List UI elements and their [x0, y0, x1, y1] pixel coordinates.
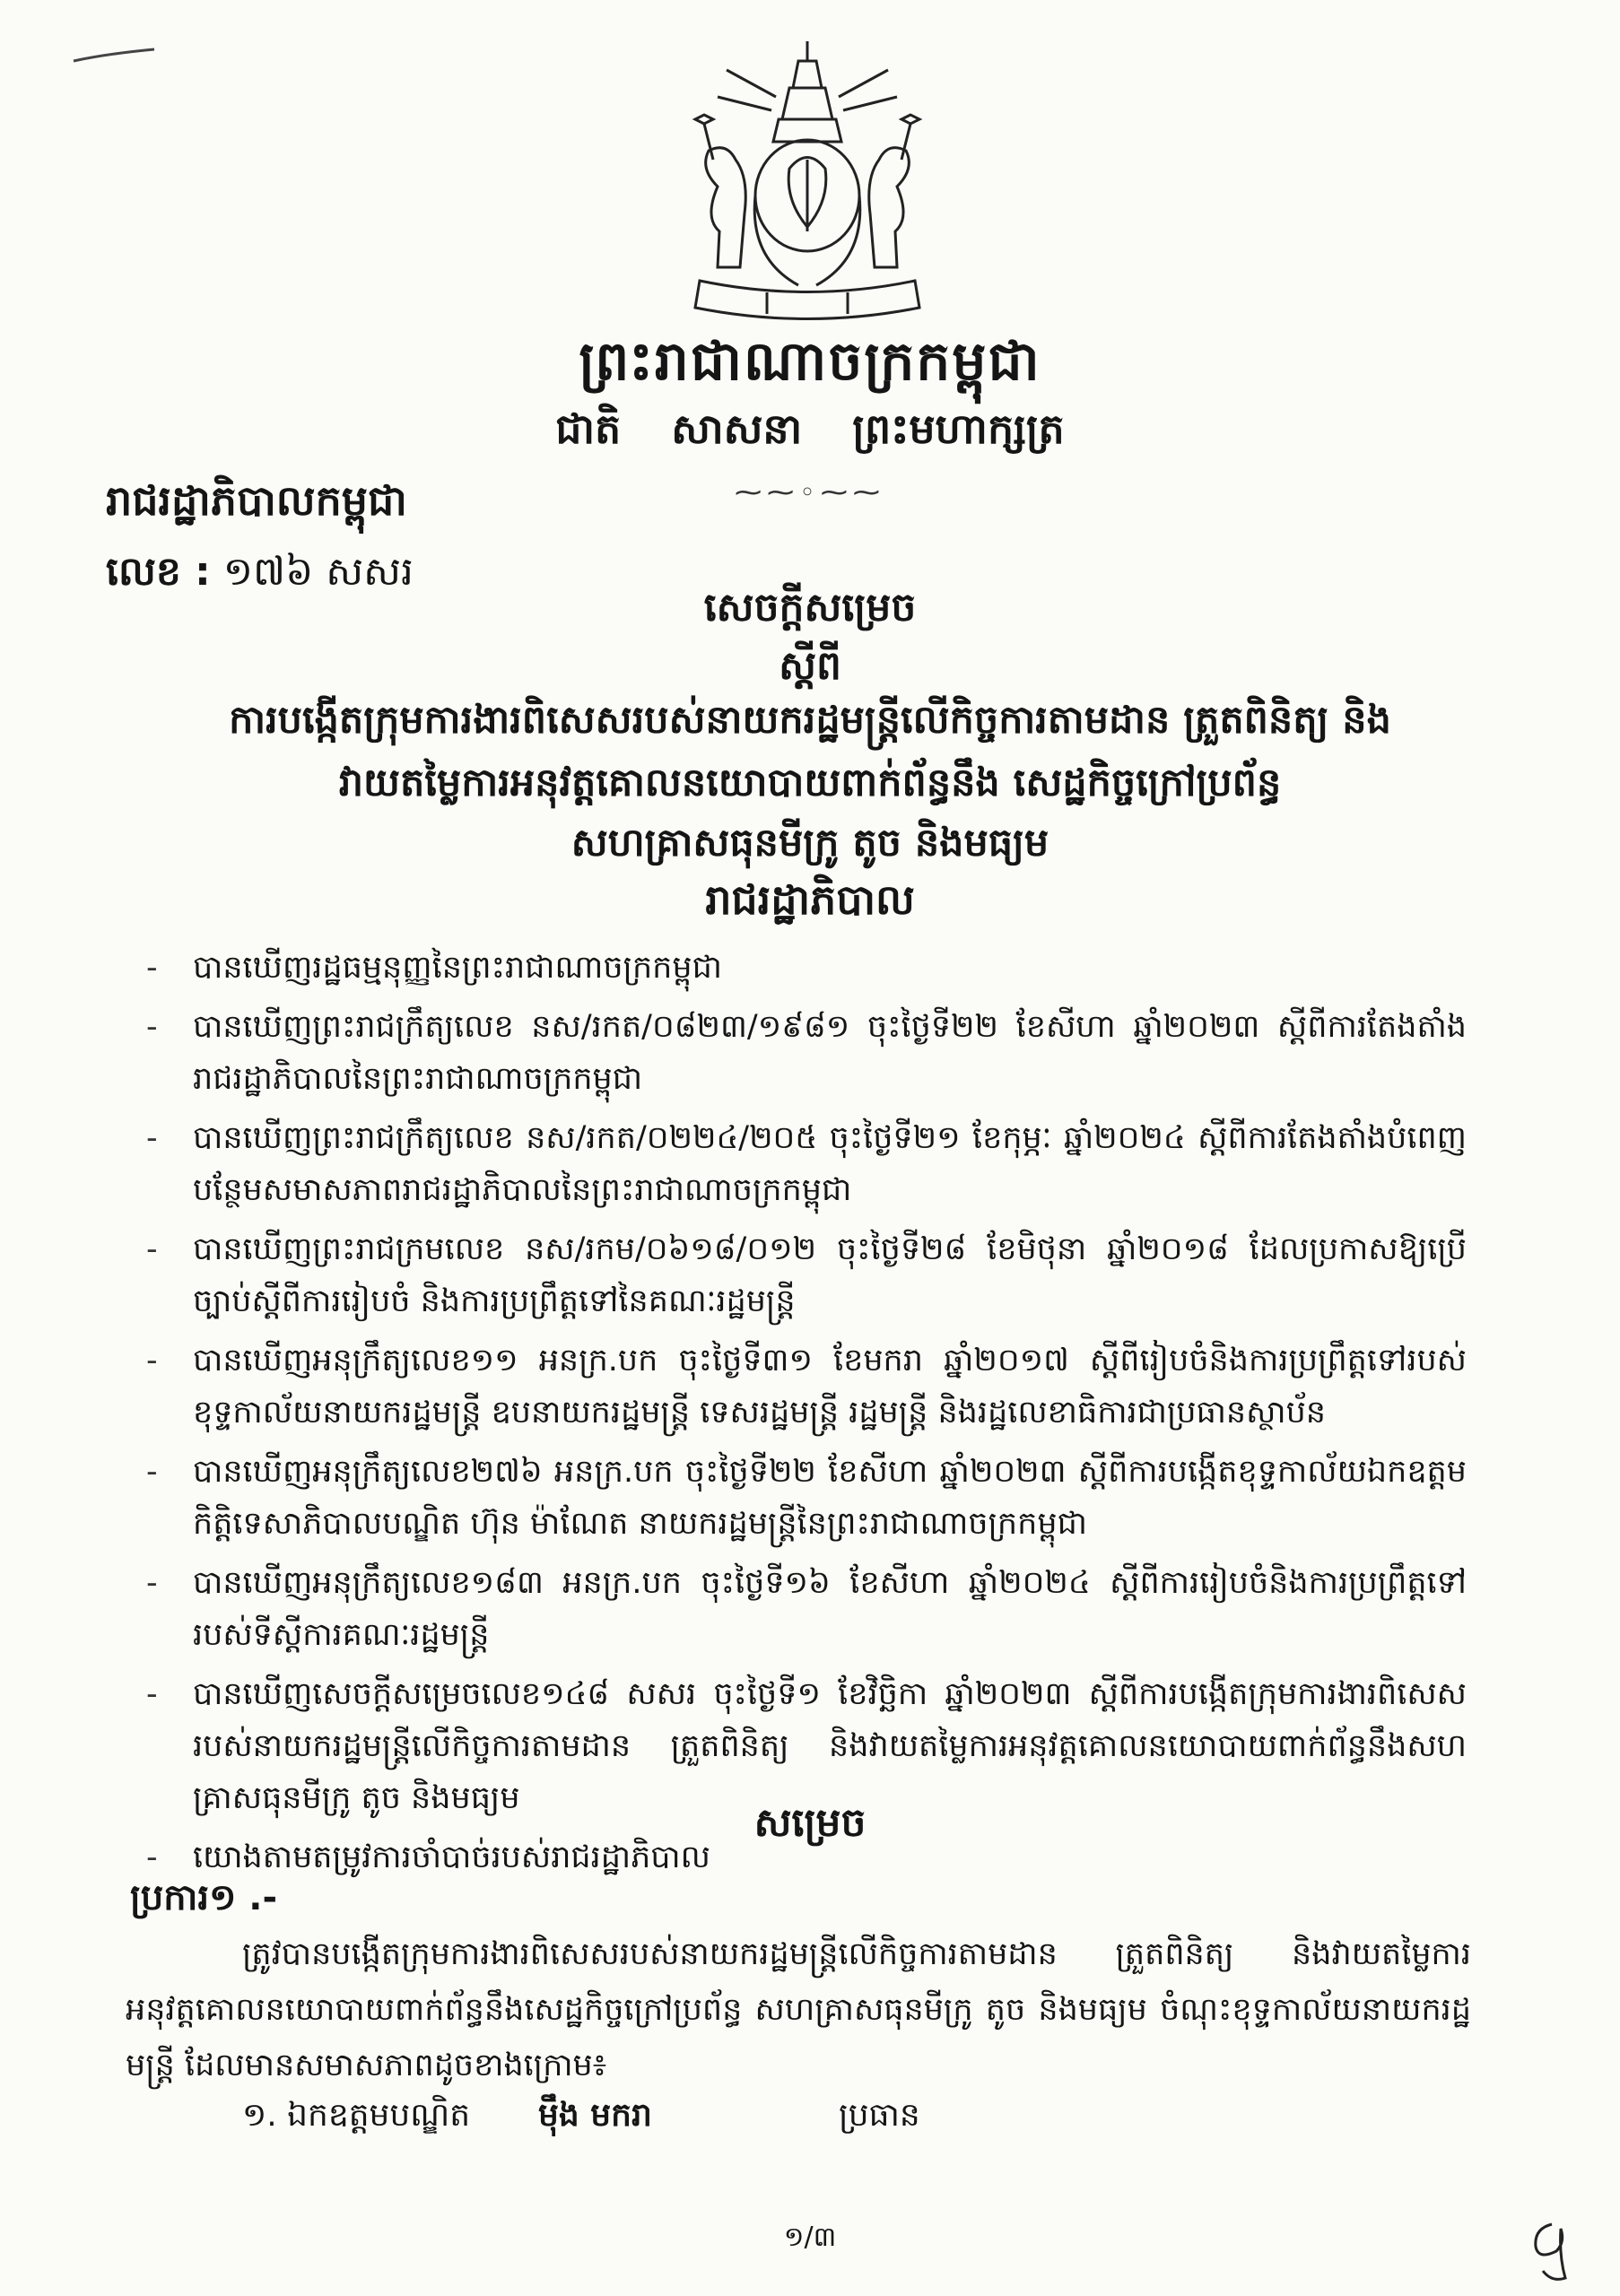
basis-item: - បានឃើញព្រះរាជក្រឹត្យលេខ នស/រកត/០២២៤/២០៥ ចុះថ្ងៃទី២១ ខែកុម្ភៈ ឆ្នាំ២០២៤ ស្តីពីការតែងតាំងបំពេញបន្ថែមសមាសភាពរាជរដ្ឋាភិបាលនៃព្រះរាជាណាចក្រកម្ពុជា: [193, 1112, 1467, 1216]
title-subject-line-1: ការបង្កើតក្រុមការងារពិសេសរបស់នាយករដ្ឋមន្ត្រីលើកិច្ចការតាមដាន ត្រួតពិនិត្យ និង: [229, 698, 1391, 743]
reference-label: លេខ :: [106, 549, 211, 595]
basis-item: - បានឃើញសេចក្តីសម្រេចលេខ១៤៨ សសរ ចុះថ្ងៃទី១ ខែវិច្ឆិកា ឆ្នាំ២០២៣ ស្តីពីការបង្កើតក្រុមការងារពិសេសរបស់នាយករដ្ឋមន្ត្រីលើកិច្ចការតាមដាន ត្រួតពិនិត្យ និងវាយតម្លៃការអនុវត្តគោលនយោបាយពាក់ព័ន្ធនឹងសហគ្រាសធុនមីក្រូ តូច និងមធ្យម: [193, 1668, 1467, 1824]
title-subject-line-2: វាយតម្លៃការអនុវត្តគោលនយោបាយពាក់ព័ន្ធនឹង សេដ្ឋកិច្ចក្រៅប្រព័ន្ធ: [338, 761, 1282, 805]
member-row: [242, 2094, 920, 2142]
kingdom-heading: ព្រះរាជាណាចក្រកម្ពុជា: [579, 330, 1041, 393]
legal-basis-list: [193, 942, 1467, 1891]
document-title: សេចក្តីសម្រេច: [703, 585, 917, 631]
article-1-heading: ប្រការ១ .-: [130, 1877, 278, 1918]
member-title: ១. ឯកឧត្តមបណ្ឌិត: [242, 2097, 471, 2134]
pen-mark: [72, 47, 157, 65]
basis-item: - បានឃើញព្រះរាជក្រឹត្យលេខ នស/រកត/០៨២៣/១៩៨១ ចុះថ្ងៃទី២២ ខែសីហា ឆ្នាំ២០២៣ ស្តីពីការតែងតាំងរាជរដ្ឋាភិបាលនៃព្រះរាជាណាចក្រកម្ពុជា: [193, 1001, 1467, 1105]
basis-item: - បានឃើញអនុក្រឹត្យលេខ១៨៣ អនក្រ.បក ចុះថ្ងៃទី១៦ ខែសីហា ឆ្នាំ២០២៤ ស្តីពីការរៀបចំនិងការប្រព្រឹត្តទៅរបស់ទីស្តីការគណៈរដ្ឋមន្ត្រី: [193, 1557, 1467, 1661]
decision-heading: សម្រេច: [753, 1800, 867, 1846]
handwritten-initial: [1516, 2215, 1588, 2287]
government-heading: រាជរដ្ឋាភិបាល: [705, 875, 915, 924]
issuer-name: រាជរដ្ឋាភិបាលកម្ពុជា: [106, 476, 407, 525]
royal-coat-of-arms-emblem: [664, 34, 951, 330]
page-number: ១/៣: [783, 2222, 837, 2253]
basis-item: - បានឃើញរដ្ឋធម្មនុញ្ញនៃព្រះរាជាណាចក្រកម្ពុជា: [193, 942, 1467, 994]
member-role: ប្រធាន: [839, 2097, 920, 2134]
basis-item: - បានឃើញអនុក្រឹត្យលេខ២៧៦ អនក្រ.បក ចុះថ្ងៃទី២២ ខែសីហា ឆ្នាំ២០២៣ ស្តីពីការបង្កើតខុទ្ទកាល័យឯកឧត្តមកិត្តិទេសាភិបាលបណ្ឌិត ហ៊ុន ម៉ាណែត នាយករដ្ឋមន្ត្រីនៃព្រះរាជាណាចក្រកម្ពុជា: [193, 1446, 1467, 1550]
member-name: ម៉ឹង មករា: [538, 2097, 652, 2134]
national-motto: ជាតិ សាសនា ព្រះមហាក្សត្រ: [555, 404, 1065, 453]
article-1-body: ត្រូវបានបង្កើតក្រុមការងារពិសេសរបស់នាយករដ្ឋមន្ត្រីលើកិច្ចការតាមដាន ត្រួតពិនិត្យ និងវាយតម្លៃការអនុវត្តគោលនយោបាយពាក់ព័ន្ធនឹងសេដ្ឋកិច្ចក្រៅប្រព័ន្ធ សហគ្រាសធុនមីក្រូ តូច និងមធ្យម ចំណុះខុទ្ទកាល័យនាយករដ្ឋមន្ត្រី ដែលមានសមាសភាពដូចខាងក្រោម៖: [126, 1936, 1471, 2083]
title-subject-line-3: សហគ្រាសធុនមីក្រូ តូច និងមធ្យម: [570, 821, 1050, 865]
title-concerning: ស្តីពី: [779, 643, 841, 689]
basis-item: - យោងតាមតម្រូវការចាំបាច់របស់រាជរដ្ឋាភិបាល: [193, 1831, 1467, 1883]
ornament-divider: ⁓⁓◦⁓⁓: [735, 477, 885, 509]
basis-item: - បានឃើញព្រះរាជក្រមលេខ នស/រកម/០៦១៨/០១២ ចុះថ្ងៃទី២៨ ខែមិថុនា ឆ្នាំ២០១៨ ដែលប្រកាសឱ្យប្រើច្បាប់ស្តីពីការរៀបចំ និងការប្រព្រឹត្តទៅនៃគណៈរដ្ឋមន្ត្រី: [193, 1223, 1467, 1327]
reference-value: ១៧៦ សសរ: [222, 549, 414, 595]
basis-item: - បានឃើញអនុក្រឹត្យលេខ១១ អនក្រ.បក ចុះថ្ងៃទី៣១ ខែមករា ឆ្នាំ២០១៧ ស្តីពីរៀបចំនិងការប្រព្រឹត្តទៅរបស់ខុទ្ទកាល័យនាយករដ្ឋមន្ត្រី ឧបនាយករដ្ឋមន្ត្រី ទេសរដ្ឋមន្ត្រី រដ្ឋមន្ត្រី និងរដ្ឋលេខាធិការជាប្រធានស្ថាប័ន: [193, 1335, 1467, 1439]
